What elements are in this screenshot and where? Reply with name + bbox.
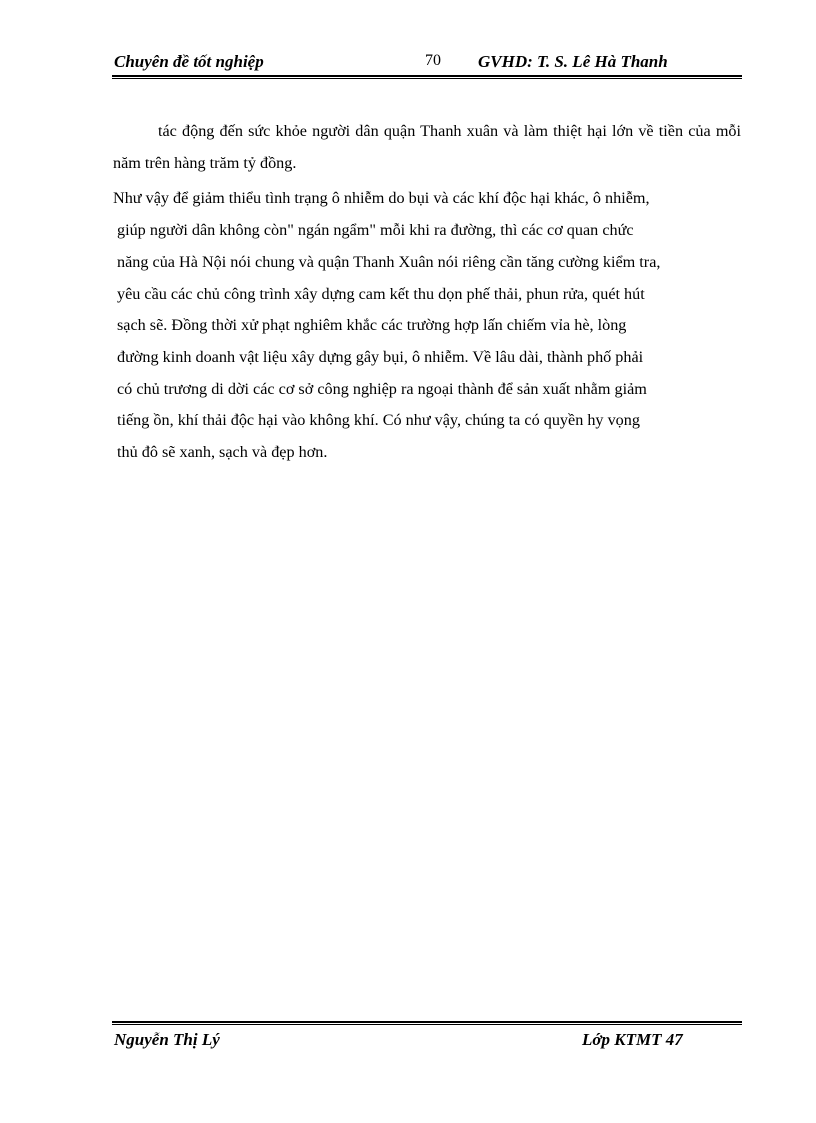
paragraph-2-line: yêu cầu các chủ công trình xây dựng cam kết thu dọn phế thải, phun rửa, quét hút <box>117 284 645 303</box>
paragraph-1 <box>113 116 741 179</box>
page-header <box>112 50 742 76</box>
paragraph-2-line: đường kinh doanh vật liệu xây dựng gây bụi, ô nhiễm. Về lâu dài, thành phố phải <box>117 347 644 366</box>
paragraph-1-text: tác động đến sức khỏe người dân quận Thanh xuân và làm thiệt hại lớn về tiền của mỗi năm trên hàng trăm tỷ đồng. <box>113 122 741 172</box>
header-advisor: GVHD: T. S. Lê Hà Thanh <box>478 52 668 71</box>
paragraph-2-line: năng của Hà Nội nói chung và quận Thanh Xuân nói riêng cần tăng cường kiểm tra, <box>117 252 661 271</box>
header-page-number: 70 <box>425 52 441 69</box>
paragraph-2-line: thủ đô sẽ xanh, sạch và đẹp hơn. <box>117 443 328 462</box>
header-divider <box>112 75 742 79</box>
paragraph-2-line: giúp người dân không còn" ngán ngẩm" mỗi khi ra đường, thì các cơ quan chức <box>117 221 634 240</box>
paragraph-2-line: sạch sẽ. Đồng thời xử phạt nghiêm khắc các trường hợp lấn chiếm vỉa hè, lòng <box>117 316 627 335</box>
header-document-title: Chuyên đề tốt nghiệp <box>114 52 264 71</box>
footer-class: Lớp KTMT 47 <box>582 1030 683 1049</box>
footer-author: Nguyễn Thị Lý <box>114 1030 220 1049</box>
paragraph-2 <box>113 183 741 468</box>
footer-divider <box>112 1021 742 1025</box>
paragraph-2-line: Như vậy để giảm thiểu tình trạng ô nhiễm do bụi và các khí độc hại khác, ô nhiễm, <box>113 189 650 208</box>
page-footer <box>112 1030 742 1054</box>
paragraph-2-line: có chủ trương di dời các cơ sở công nghiệp ra ngoại thành để sản xuất nhằm giảm <box>117 379 647 398</box>
paragraph-2-line: tiếng ồn, khí thải độc hại vào không khí. Có như vậy, chúng ta có quyền hy vọng <box>117 411 640 430</box>
body-text <box>113 116 741 469</box>
